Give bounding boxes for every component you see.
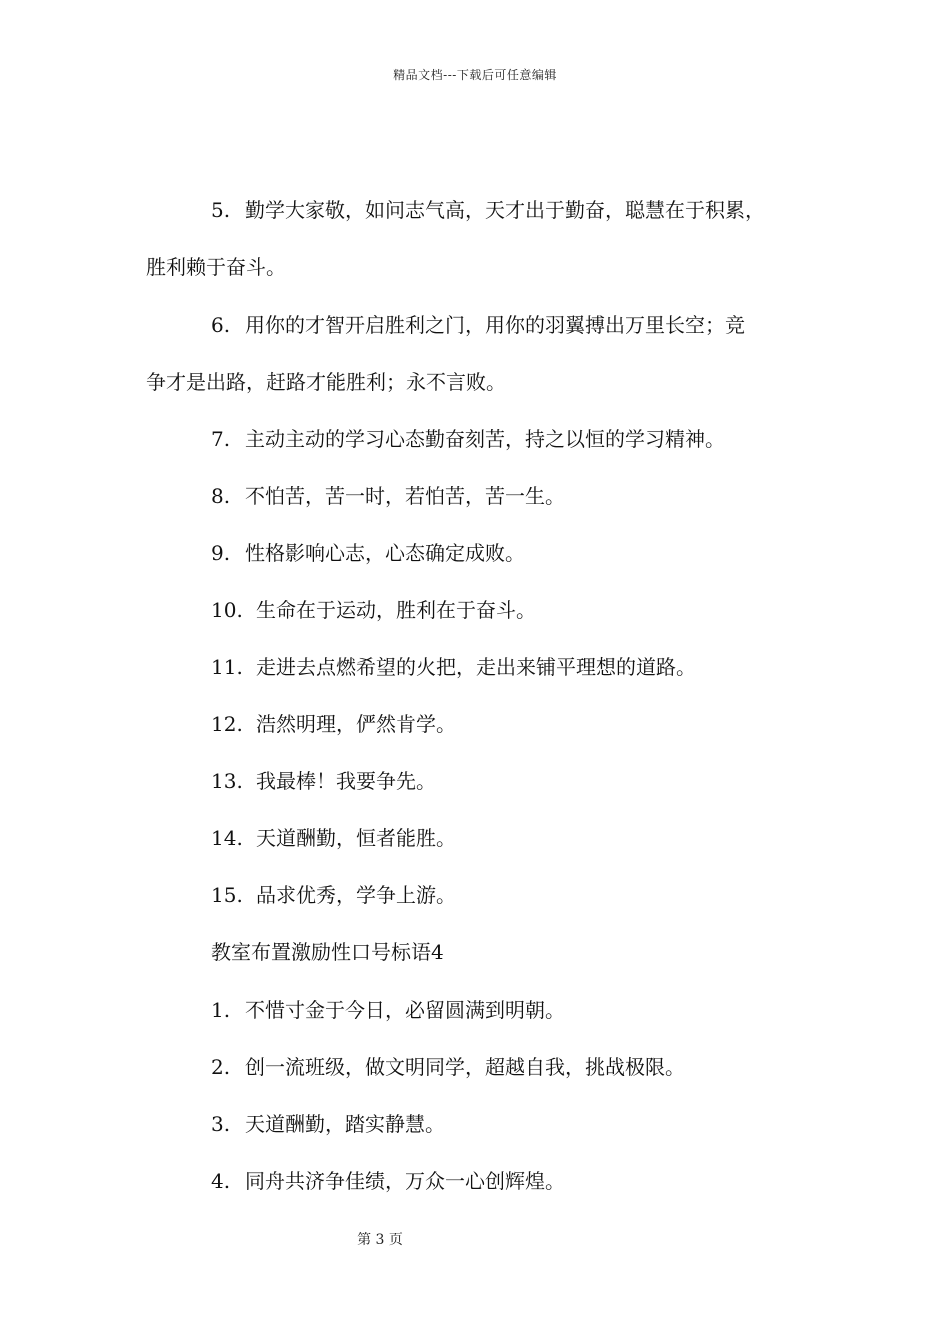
item-number: 12. bbox=[211, 712, 243, 736]
item-number: 7. bbox=[211, 427, 231, 451]
item-number: 6. bbox=[211, 313, 231, 337]
item-number: 4. bbox=[211, 1169, 231, 1193]
item-number: 9. bbox=[211, 541, 231, 565]
item-number: 10. bbox=[211, 598, 243, 622]
page-header: 精品文档---下载后可任意编辑 bbox=[393, 68, 557, 82]
list-item-13 bbox=[211, 768, 950, 794]
item-text: 品求优秀，学争上游。 bbox=[256, 883, 456, 907]
item-number: 15. bbox=[211, 883, 243, 907]
item-number: 14. bbox=[211, 826, 243, 850]
item-text: 争才是出路，赶路才能胜利；永不言败。 bbox=[146, 370, 506, 394]
item-text: 主动主动的学习心态勤奋刻苦，持之以恒的学习精神。 bbox=[245, 427, 725, 451]
list-item-12 bbox=[211, 711, 950, 737]
item-text: 胜利赖于奋斗。 bbox=[146, 255, 286, 279]
list-item-14 bbox=[211, 825, 950, 851]
list-item-1 bbox=[211, 997, 950, 1023]
list-item-11 bbox=[211, 654, 950, 680]
list-item-3 bbox=[211, 1111, 950, 1137]
section-heading bbox=[211, 939, 950, 965]
item-number: 1. bbox=[211, 998, 231, 1022]
list-item-6-continued bbox=[146, 369, 950, 395]
list-item-7 bbox=[211, 426, 950, 452]
item-number: 11. bbox=[211, 655, 243, 679]
item-number: 3. bbox=[211, 1112, 231, 1136]
item-text: 勤学大家敬，如问志气高，天才出于勤奋，聪慧在于积累， bbox=[245, 198, 765, 222]
list-item-6 bbox=[211, 312, 950, 338]
item-text: 不怕苦，苦一时，若怕苦，苦一生。 bbox=[245, 484, 565, 508]
section-heading-text: 教室布置激励性口号标语4 bbox=[211, 940, 444, 964]
item-text: 用你的才智开启胜利之门，用你的羽翼搏出万里长空；竞 bbox=[245, 313, 745, 337]
list-item-15 bbox=[211, 882, 950, 908]
list-item-4 bbox=[211, 1168, 950, 1194]
item-text: 走进去点燃希望的火把，走出来铺平理想的道路。 bbox=[256, 655, 696, 679]
item-text: 天道酬勤，踏实静慧。 bbox=[245, 1112, 445, 1136]
item-number: 2. bbox=[211, 1055, 231, 1079]
item-text: 同舟共济争佳绩，万众一心创辉煌。 bbox=[245, 1169, 565, 1193]
item-text: 创一流班级，做文明同学，超越自我，挑战极限。 bbox=[245, 1055, 685, 1079]
item-text: 性格影响心志，心态确定成败。 bbox=[245, 541, 525, 565]
page-number: 第 3 页 bbox=[357, 1232, 403, 1248]
list-item-2 bbox=[211, 1054, 950, 1080]
item-text: 生命在于运动，胜利在于奋斗。 bbox=[256, 598, 536, 622]
list-item-5-continued bbox=[146, 254, 950, 280]
item-number: 5. bbox=[211, 198, 231, 222]
item-text: 浩然明理，俨然肯学。 bbox=[256, 712, 456, 736]
list-item-8 bbox=[211, 483, 950, 509]
item-number: 8. bbox=[211, 484, 231, 508]
item-number: 13. bbox=[211, 769, 243, 793]
item-text: 我最棒！我要争先。 bbox=[256, 769, 436, 793]
list-item-10 bbox=[211, 597, 950, 623]
item-text: 不惜寸金于今日，必留圆满到明朝。 bbox=[245, 998, 565, 1022]
item-text: 天道酬勤，恒者能胜。 bbox=[256, 826, 456, 850]
list-item-9 bbox=[211, 540, 950, 566]
list-item-5 bbox=[211, 197, 950, 223]
